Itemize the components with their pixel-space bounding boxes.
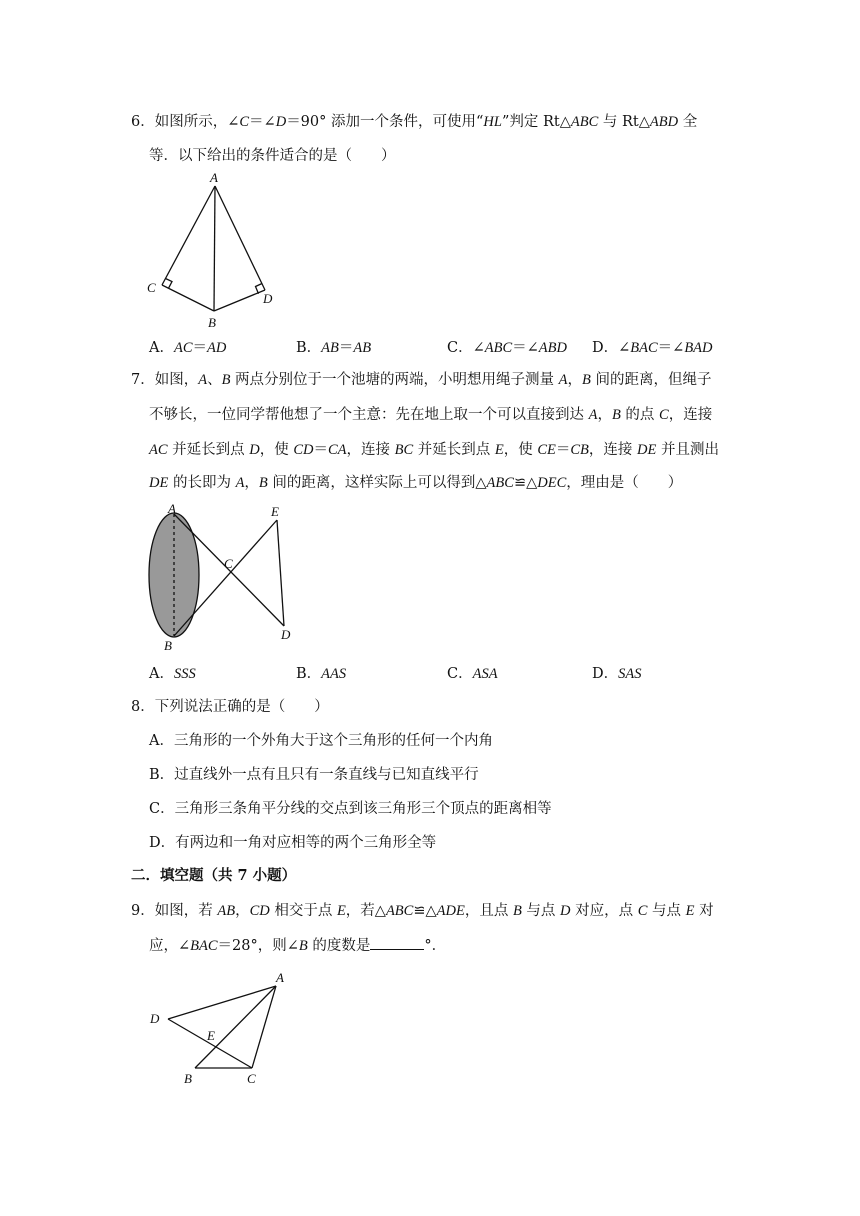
- q7-label-e: E: [271, 504, 279, 519]
- q6-label-d: D: [263, 291, 273, 306]
- q7-stem-line2: 不够长，一位同学帮他想了一个主意：先在地上取一个可以直接到达 A，B 的点 C，连接: [149, 407, 713, 423]
- q7-label-d: D: [281, 627, 291, 642]
- q6-option-b[interactable]: B．AB＝AB: [296, 340, 372, 356]
- q6-option-c[interactable]: C．∠ABC＝∠ABD: [447, 340, 567, 356]
- q7-label-c: C: [224, 556, 233, 571]
- q9-answer-blank[interactable]: [370, 935, 424, 950]
- q8-stem: 8．下列说法正确的是（ ）: [131, 699, 329, 715]
- q9-label-d: D: [150, 1011, 160, 1026]
- q8-option-c[interactable]: C．三角形三条角平分线的交点到该三角形三个顶点的距离相等: [149, 801, 552, 817]
- q7-stem-line4: DE 的长即为 A，B 间的距离，这样实际上可以得到△ABC≌△DEC，理由是（ ）: [149, 475, 683, 491]
- q7-option-d[interactable]: D．SAS: [592, 666, 642, 682]
- section-heading-fill-in: 二．填空题（共 7 小题）: [131, 867, 297, 884]
- q9-stem-line1: 9．如图，若 AB，CD 相交于点 E，若△ABC≌△ADE，且点 B 与点 D 对应，点 C 与点 E 对: [131, 903, 714, 919]
- q6-figure: [140, 168, 280, 333]
- q8-option-a[interactable]: A．三角形的一个外角大于这个三角形的任何一个内角: [149, 733, 493, 749]
- q7-figure: [140, 500, 310, 655]
- q9-label-e: E: [207, 1028, 215, 1043]
- q7-stem-line1: 7．如图，A、B 两点分别位于一个池塘的两端，小明想用绳子测量 A，B 间的距离，但绳子: [131, 372, 712, 388]
- q9-stem-line2: 应，∠BAC＝28°，则∠B 的度数是 °．: [149, 935, 446, 956]
- q7-label-a: A: [168, 501, 176, 516]
- q8-option-d[interactable]: D．有两边和一角对应相等的两个三角形全等: [149, 835, 437, 851]
- q7-option-a[interactable]: A．SSS: [149, 666, 196, 682]
- q8-option-b[interactable]: B．过直线外一点有且只有一条直线与已知直线平行: [149, 767, 479, 783]
- q6-option-a[interactable]: A．AC＝AD: [149, 340, 227, 356]
- q7-option-c[interactable]: C．ASA: [447, 666, 498, 682]
- q9-figure: [140, 968, 300, 1093]
- q9-label-c: C: [247, 1071, 256, 1086]
- q7-option-b[interactable]: B．AAS: [296, 666, 347, 682]
- q6-option-d[interactable]: D．∠BAC＝∠BAD: [592, 340, 713, 356]
- q9-label-b: B: [184, 1071, 192, 1086]
- q7-label-b: B: [164, 638, 172, 653]
- q6-label-c: C: [147, 280, 156, 295]
- q9-label-a: A: [276, 970, 284, 985]
- q6-stem-line2: 等．以下给出的条件适合的是（ ）: [149, 148, 396, 164]
- q7-stem-line3: AC 并延长到点 D，使 CD＝CA，连接 BC 并延长到点 E，使 CE＝CB，连接 DE 并且测出: [149, 442, 719, 458]
- q6-label-b: B: [208, 315, 216, 330]
- q6-stem-line1: 6．如图所示，∠C＝∠D＝90° 添加一个条件，可使用“HL”判定 Rt△ABC 与 Rt△ABD 全: [131, 114, 698, 130]
- q6-label-a: A: [210, 170, 218, 185]
